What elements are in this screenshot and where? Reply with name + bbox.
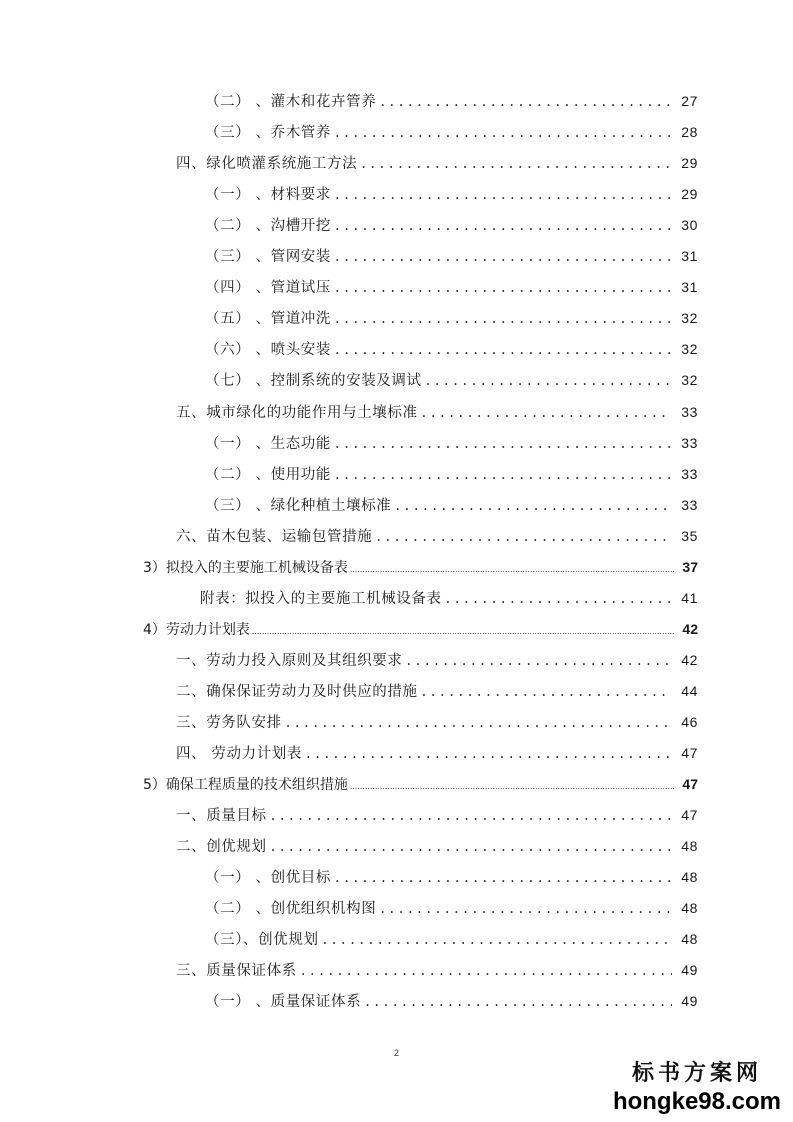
toc-dot-leader xyxy=(286,711,672,735)
toc-dot-leader xyxy=(335,214,672,238)
toc-dot-leader xyxy=(380,897,672,921)
toc-entry-page: 33 xyxy=(681,434,698,451)
toc-entry-page: 31 xyxy=(681,248,698,265)
toc-entry[interactable] xyxy=(143,555,698,579)
toc-entry-page: 29 xyxy=(681,186,698,203)
toc-entry-label: （三） 、绿化种植土壤标准 xyxy=(205,497,392,514)
toc-dot-leader xyxy=(350,556,674,581)
toc-entry[interactable] xyxy=(205,368,698,392)
toc-entry-label: （一） 、创优目标 xyxy=(205,870,332,887)
toc-dot-leader xyxy=(426,369,672,393)
toc-dot-leader xyxy=(407,649,673,673)
toc-entry[interactable] xyxy=(176,648,698,672)
toc-dot-leader xyxy=(335,121,672,145)
toc-entry[interactable] xyxy=(205,275,698,299)
toc-entry-label: （三） 、管网安装 xyxy=(205,249,332,266)
toc-dot-leader xyxy=(335,307,672,331)
toc-entry-label: 5）确保工程质量的技术组织措施 xyxy=(143,777,348,794)
toc-entry-label: （二） 、创优组织机构图 xyxy=(205,901,377,918)
toc-entry-label: （三） 、乔木管养 xyxy=(205,125,332,142)
toc-entry-label: 一、劳动力投入原则及其组织要求 xyxy=(176,652,403,669)
toc-dot-leader xyxy=(350,773,674,798)
toc-entry-label: 二、创优规划 xyxy=(176,839,267,856)
toc-entry-label: （二） 、使用功能 xyxy=(205,466,332,483)
toc-entry[interactable] xyxy=(176,741,698,765)
toc-entry[interactable] xyxy=(176,710,698,734)
toc-dot-leader xyxy=(306,742,672,766)
toc-dot-leader xyxy=(335,866,672,890)
toc-dot-leader xyxy=(395,494,672,518)
toc-entry-page: 42 xyxy=(682,620,698,637)
toc-entry-label: 4）劳动力计划表 xyxy=(143,621,250,638)
page-number: 2 xyxy=(393,1048,399,1058)
toc-entry[interactable] xyxy=(176,679,698,703)
toc-entry[interactable] xyxy=(205,244,698,268)
toc-entry-page: 35 xyxy=(681,527,698,544)
toc-entry-page: 41 xyxy=(681,589,698,606)
toc-entry[interactable] xyxy=(205,182,698,206)
toc-entry-page: 31 xyxy=(681,279,698,296)
watermark-url: hongke98.com xyxy=(612,1088,781,1115)
toc-entry-label: 四、 劳动力计划表 xyxy=(176,746,303,763)
toc-entry-page: 42 xyxy=(681,651,698,668)
toc-entry-label: （六） 、喷头安装 xyxy=(205,342,332,359)
watermark-logo xyxy=(613,1060,781,1116)
toc-dot-leader xyxy=(335,338,672,362)
toc-entry-page: 28 xyxy=(681,124,698,141)
toc-dot-leader xyxy=(446,587,672,611)
toc-entry-label: 六、苗木包装、运输包管措施 xyxy=(176,528,373,545)
toc-entry[interactable] xyxy=(205,337,698,361)
toc-entry[interactable] xyxy=(205,120,698,144)
toc-entry[interactable] xyxy=(205,431,698,455)
toc-entry-label: （七） 、控制系统的安装及调试 xyxy=(205,373,422,390)
toc-entry[interactable] xyxy=(176,803,698,827)
toc-entry-label: 二、确保保证劳动力及时供应的措施 xyxy=(176,683,418,700)
toc-dot-leader xyxy=(252,618,674,643)
toc-entry-page: 27 xyxy=(681,93,698,109)
toc-entry-page: 44 xyxy=(681,682,698,699)
toc-dot-leader xyxy=(335,463,672,487)
toc-entry-label: 三、质量保证体系 xyxy=(176,963,297,980)
toc-dot-leader xyxy=(271,804,672,828)
toc-dot-leader xyxy=(422,401,672,425)
toc-dot-leader xyxy=(380,90,672,114)
toc-entry-page: 49 xyxy=(681,993,698,1010)
toc-entry-label: 附表：拟投入的主要施工机械设备表 xyxy=(200,590,442,607)
toc-dot-leader xyxy=(301,959,672,983)
toc-entry-page: 30 xyxy=(681,217,698,234)
toc-dot-leader xyxy=(365,990,672,1014)
toc-entry[interactable] xyxy=(205,927,698,951)
toc-entry-page: 47 xyxy=(681,745,698,762)
toc-dot-leader xyxy=(335,183,672,207)
toc-entry-label: 四、绿化喷灌系统施工方法 xyxy=(176,156,358,173)
toc-entry-page: 48 xyxy=(681,869,698,886)
toc-entry[interactable] xyxy=(176,151,698,175)
toc-dot-leader xyxy=(271,835,672,859)
toc-entry-label: 五、城市绿化的功能作用与土壤标准 xyxy=(176,404,418,421)
toc-entry-page: 29 xyxy=(681,155,698,172)
toc-entry[interactable] xyxy=(200,586,698,610)
toc-entry[interactable] xyxy=(143,617,698,641)
toc-entry-page: 33 xyxy=(681,403,698,420)
toc-entry-page: 37 xyxy=(682,558,698,575)
toc-entry[interactable] xyxy=(176,834,698,858)
toc-entry-page: 49 xyxy=(681,962,698,979)
toc-dot-leader xyxy=(376,525,672,549)
toc-entry-page: 33 xyxy=(681,465,698,482)
toc-entry-label: （一） 、生态功能 xyxy=(205,435,332,452)
toc-entry[interactable] xyxy=(143,772,698,796)
toc-dot-leader xyxy=(323,928,672,952)
toc-entry-page: 48 xyxy=(681,838,698,855)
toc-dot-leader xyxy=(335,432,672,456)
toc-entry-label: （三）、创优规划 xyxy=(205,932,319,949)
toc-entry[interactable] xyxy=(205,462,698,486)
toc-entry-label: （一） 、材料要求 xyxy=(205,187,332,204)
toc-entry[interactable] xyxy=(176,400,698,424)
toc-dot-leader xyxy=(361,152,672,176)
toc-entry-label: 3）拟投入的主要施工机械设备表 xyxy=(143,559,348,576)
toc-entry[interactable] xyxy=(205,896,698,920)
toc-entry-page: 48 xyxy=(681,931,698,948)
toc-entry-label: （四） 、管道试压 xyxy=(205,280,332,297)
toc-entry-label: （二） 、沟槽开挖 xyxy=(205,218,332,235)
toc-entry[interactable] xyxy=(176,524,698,548)
toc-entry[interactable] xyxy=(205,89,698,113)
toc-entry[interactable] xyxy=(205,306,698,330)
toc-entry[interactable] xyxy=(205,213,698,237)
toc-entry-page: 32 xyxy=(681,310,698,327)
toc-entry[interactable] xyxy=(205,989,698,1013)
toc-entry-label: （一） 、质量保证体系 xyxy=(205,994,362,1011)
toc-entry-page: 32 xyxy=(681,341,698,358)
toc-entry-page: 46 xyxy=(681,714,698,730)
toc-entry-label: 三、劳务队安排 xyxy=(176,715,282,731)
toc-entry-label: （五） 、管道冲洗 xyxy=(205,311,332,328)
toc-dot-leader xyxy=(335,276,672,300)
toc-entry-page: 33 xyxy=(681,496,698,513)
watermark-title: 标书方案网 xyxy=(631,1061,762,1086)
toc-entry-label: 一、质量目标 xyxy=(176,808,267,825)
toc-dot-leader xyxy=(335,245,672,269)
toc-entry[interactable] xyxy=(205,493,698,517)
toc-dot-leader xyxy=(422,680,672,704)
toc-entry-page: 32 xyxy=(681,372,698,389)
toc-entry-label: （二） 、灌木和花卉管养 xyxy=(205,94,377,110)
toc-entry-page: 47 xyxy=(681,807,698,824)
toc-entry-page: 47 xyxy=(682,776,698,793)
toc-entry-page: 48 xyxy=(681,900,698,917)
toc-entry[interactable] xyxy=(176,958,698,982)
toc-entry[interactable] xyxy=(205,865,698,889)
